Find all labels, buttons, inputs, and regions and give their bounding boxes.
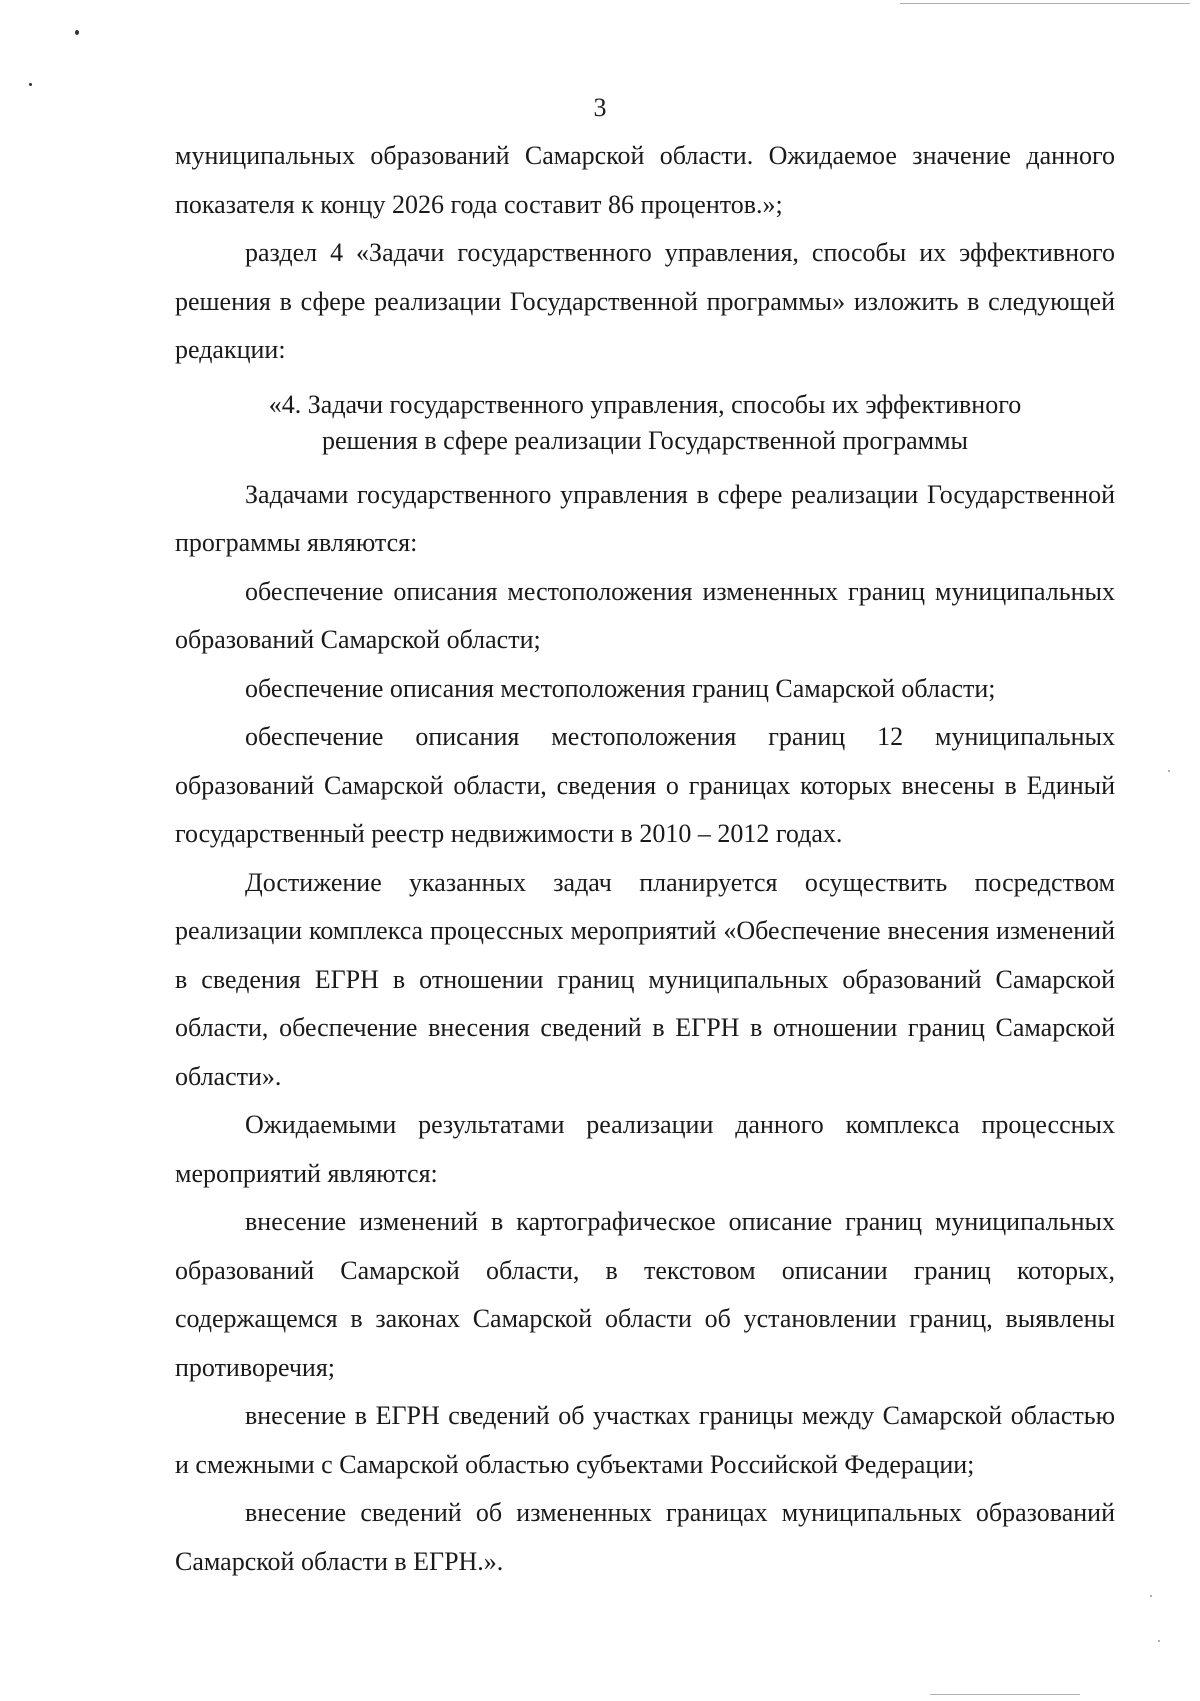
scan-edge-line xyxy=(900,3,1190,4)
paragraph-continuation: муниципальных образований Самарской области. Ожидаемое значение данного показателя к концу 2026 года составит 86 процентов.»; xyxy=(175,141,1115,219)
paragraph-achievement: Достижение указанных задач планируется осуществить посредством реализации комплекса процессных мероприятий «Обеспечение внесения изменений в сведения ЕГРН в отношении границ муниципальных образований Самарской области, обеспечение внесения сведений в ЕГРН в отношении границ Самарской области». xyxy=(175,867,1115,1091)
scan-dot xyxy=(29,83,32,86)
paragraph-result-2: внесение в ЕГРН сведений об участках границы между Самарской областью и смежными с Самарской областью субъектами Российской Федерации; xyxy=(175,1401,1115,1479)
section-heading xyxy=(175,387,1115,459)
paragraph-tasks-intro: Задачами государственного управления в сфере реализации Государственной программы являются: xyxy=(175,479,1115,557)
scan-speck xyxy=(1150,1595,1152,1597)
scan-edge-line xyxy=(930,1694,1080,1695)
page-number: 3 xyxy=(593,93,607,122)
paragraph-results-intro: Ожидаемыми результатами реализации данного комплекса процессных мероприятий являются: xyxy=(175,1110,1115,1188)
document-body xyxy=(175,132,1115,1586)
paragraph-task-1: обеспечение описания местоположения измененных границ муниципальных образований Самарской области; xyxy=(175,576,1115,654)
scan-speck xyxy=(1158,1640,1160,1642)
paragraph-task-2: обеспечение описания местоположения границ Самарской области; xyxy=(245,673,996,703)
paragraph-task-3: обеспечение описания местоположения границ 12 муниципальных образований Самарской области, сведения о границах которых внесены в Единый государственный реестр недвижимости в 2010 – 2012 годах. xyxy=(175,722,1115,848)
section-heading-line-2: решения в сфере реализации Государственной программы xyxy=(321,425,969,455)
section-heading-line-1: «4. Задачи государственного управления, способы их эффективного xyxy=(268,389,1022,419)
paragraph-result-1: внесение изменений в картографическое описание границ муниципальных образований Самарской области, в текстовом описании границ которых, содержащемся в законах Самарской области об установлении границ, выявлены противоречия; xyxy=(175,1207,1115,1382)
scan-speck xyxy=(1168,770,1170,772)
scan-dot xyxy=(75,30,79,35)
paragraph-result-3: внесение сведений об измененных границах муниципальных образований Самарской области в ЕГРН.». xyxy=(175,1498,1115,1576)
paragraph-section-4-instruction: раздел 4 «Задачи государственного управления, способы их эффективного решения в сфере реализации Государственной программы» изложить в следующей редакции: xyxy=(175,238,1115,364)
